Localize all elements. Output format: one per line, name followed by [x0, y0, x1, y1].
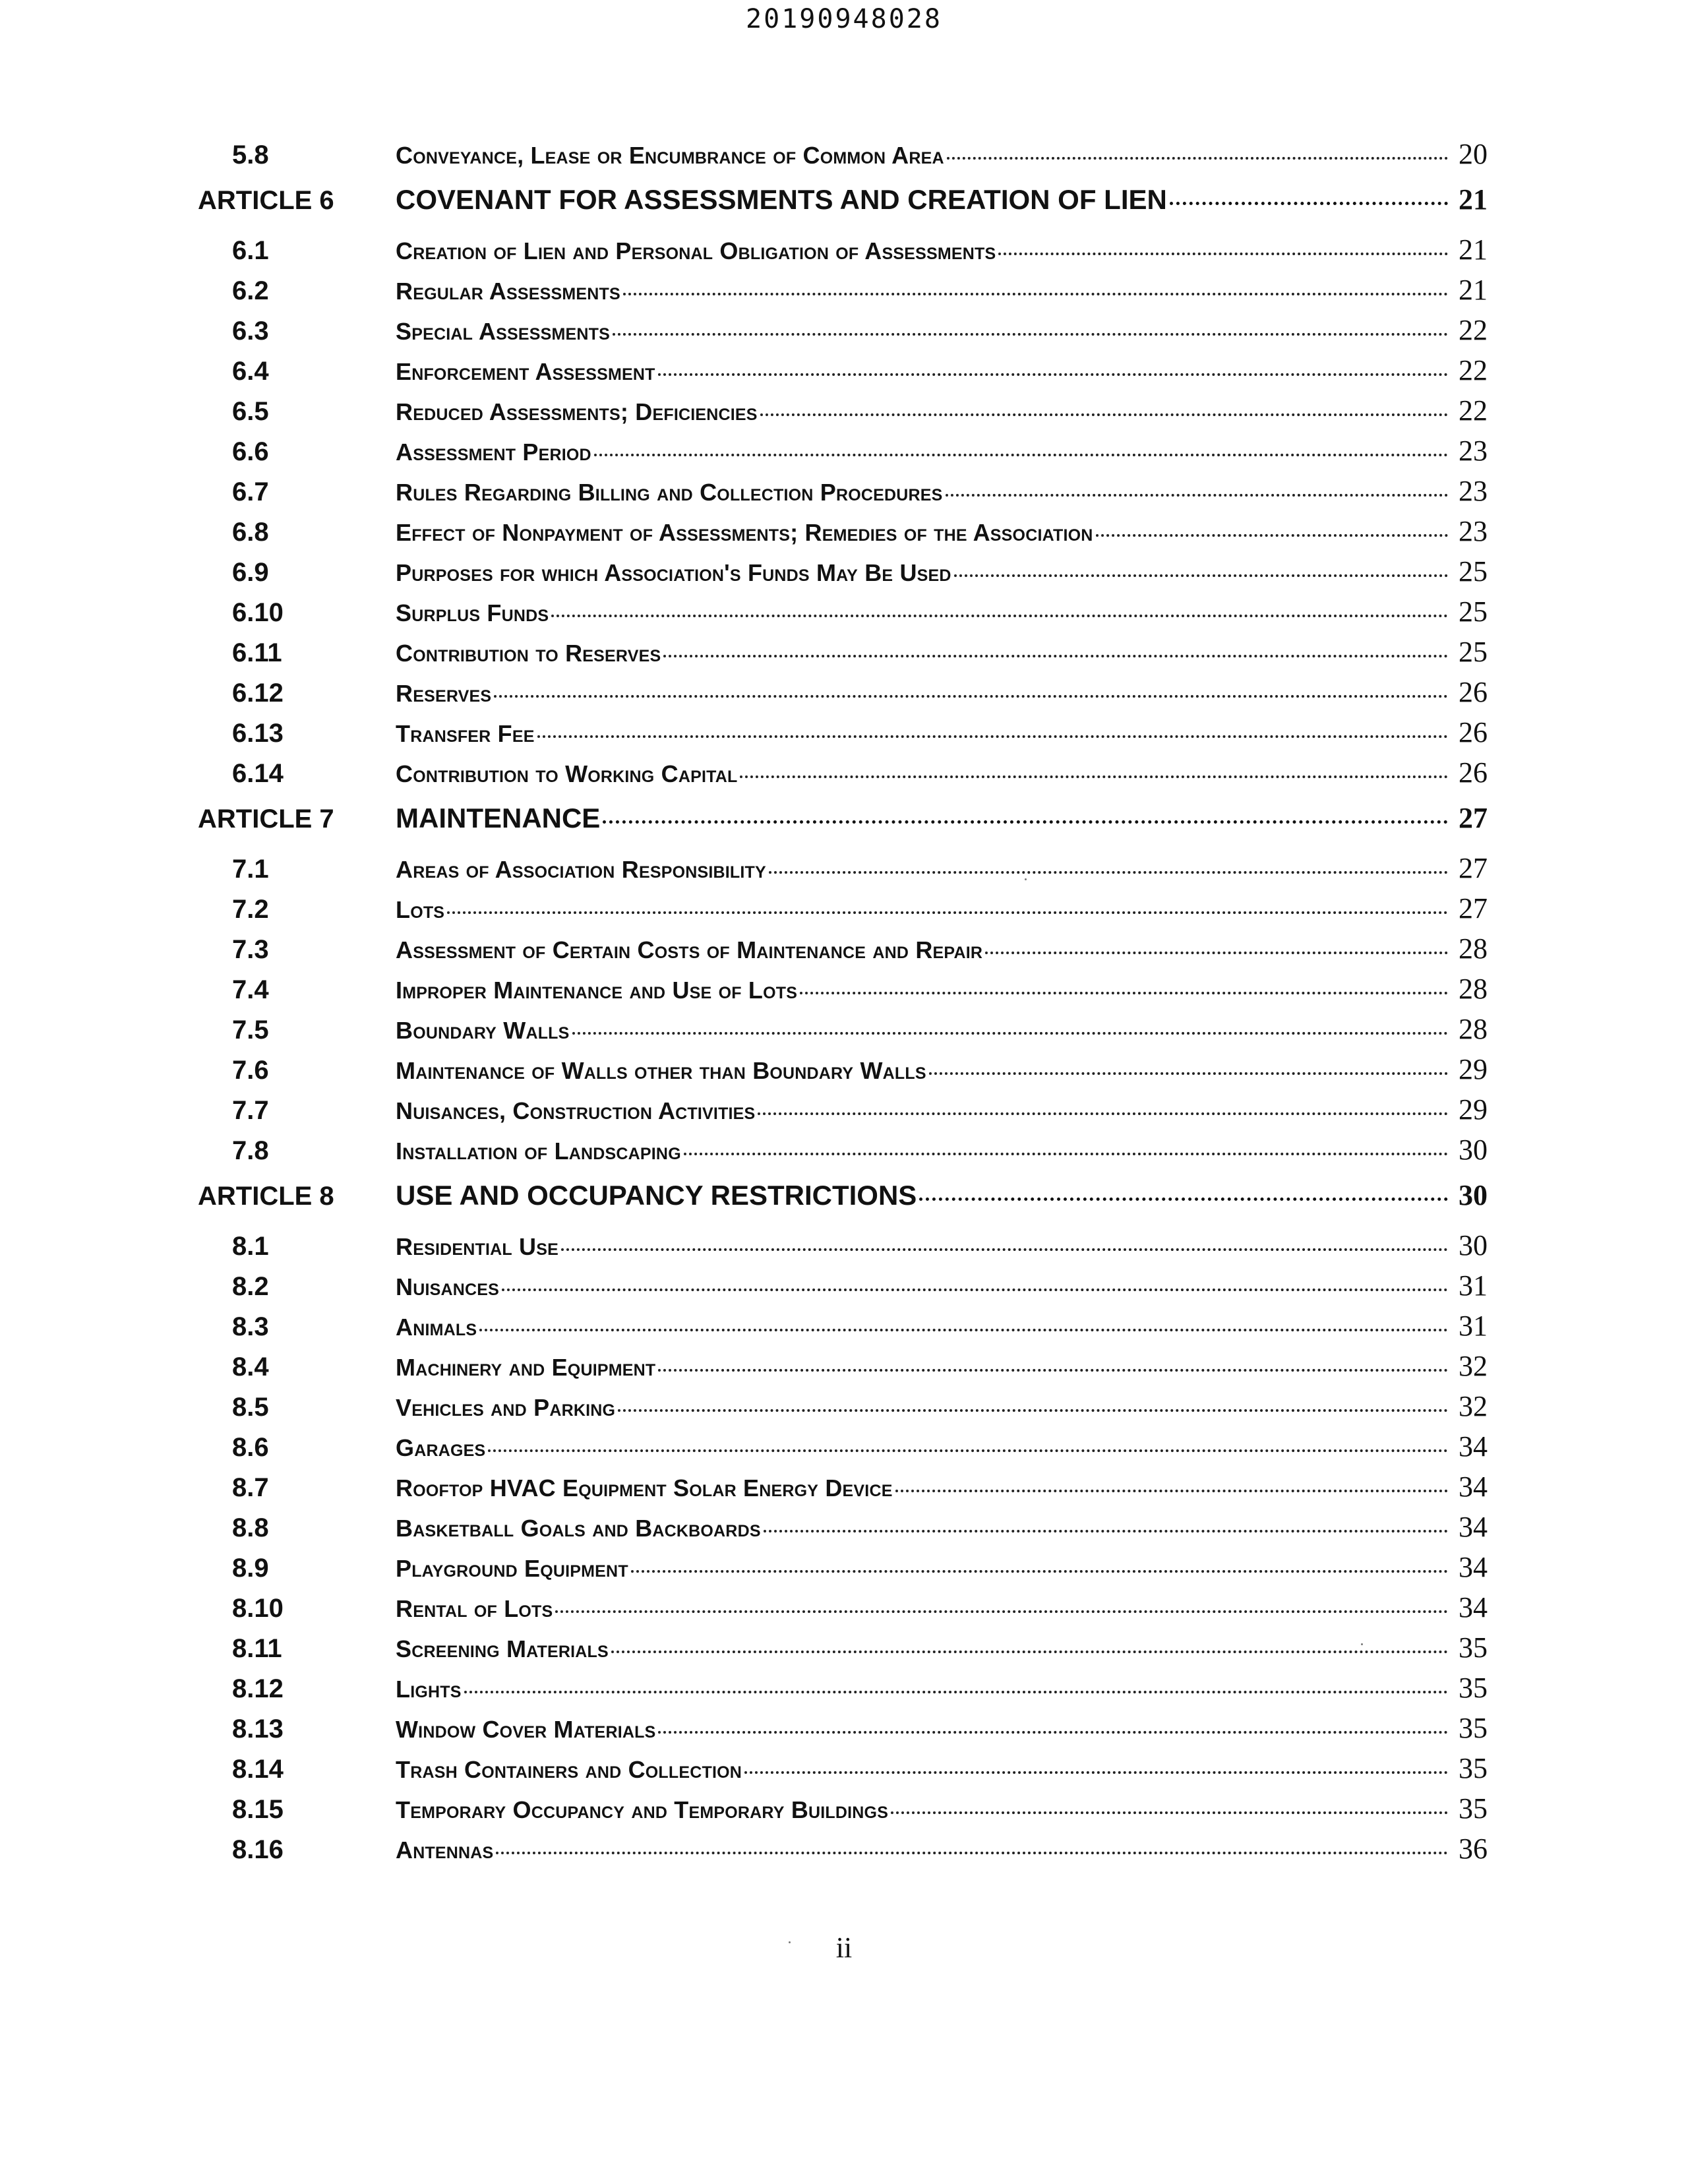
page-reference: 35 — [1459, 1631, 1488, 1664]
article-title: MAINTENANCE — [396, 803, 601, 834]
section-number: 8.3 — [232, 1312, 269, 1341]
section-title: Transfer Fee — [396, 720, 535, 747]
toc-section-row — [198, 675, 1488, 715]
toc-entry — [396, 1591, 1488, 1624]
toc-entry — [396, 1792, 1488, 1825]
article-number: ARTICLE 7 — [198, 804, 334, 834]
section-title: Vehicles and Parking — [396, 1394, 616, 1421]
section-number: 7.5 — [232, 1016, 269, 1045]
toc-section-row — [198, 1269, 1488, 1309]
toc-section-row — [198, 972, 1488, 1012]
dot-leader — [658, 1369, 1448, 1372]
page-reference: 34 — [1459, 1551, 1488, 1583]
section-title: Rental of Lots — [396, 1595, 553, 1622]
page-reference: 26 — [1459, 756, 1488, 789]
toc-entry — [396, 801, 1488, 835]
page-reference: 32 — [1459, 1390, 1488, 1422]
page-reference: 30 — [1459, 1229, 1488, 1261]
section-number: 6.1 — [232, 236, 269, 265]
toc-entry — [396, 635, 1488, 669]
section-number: 8.12 — [232, 1674, 284, 1703]
toc-section-row — [198, 932, 1488, 972]
section-number: 7.7 — [232, 1096, 269, 1125]
toc-entry — [396, 851, 1488, 885]
toc-entry — [396, 595, 1488, 628]
scan-speck — [1025, 878, 1027, 880]
section-title: Assessment of Certain Costs of Maintenance and Repair — [396, 936, 983, 963]
page-reference: 21 — [1459, 233, 1488, 266]
toc-section-row — [198, 1832, 1488, 1872]
toc-entry — [396, 1832, 1488, 1866]
section-title: Installation of Landscaping — [396, 1138, 681, 1165]
page-reference: 27 — [1459, 802, 1488, 834]
section-number: 6.7 — [232, 477, 269, 506]
section-title: Contribution to Working Capital — [396, 760, 738, 787]
scan-speck — [1361, 1643, 1363, 1645]
dot-leader — [684, 1153, 1448, 1155]
toc-section-row — [198, 635, 1488, 675]
toc-entry — [396, 273, 1488, 307]
toc-entry — [396, 474, 1488, 508]
dot-leader — [764, 1530, 1448, 1532]
toc-section-row — [198, 1389, 1488, 1430]
page-reference: 30 — [1459, 1134, 1488, 1166]
page-reference: 32 — [1459, 1350, 1488, 1382]
section-title: Boundary Walls — [396, 1017, 570, 1044]
article-number: ARTICLE 6 — [198, 186, 334, 215]
section-number: 6.2 — [232, 276, 269, 305]
page-reference: 25 — [1459, 595, 1488, 628]
toc-entry — [396, 1550, 1488, 1584]
toc-section-row — [198, 313, 1488, 353]
section-number: 6.12 — [232, 679, 284, 708]
toc-entry — [396, 1430, 1488, 1463]
page-reference: 20 — [1459, 138, 1488, 170]
section-title: Garages — [396, 1434, 486, 1461]
section-title: Nuisances — [396, 1273, 499, 1300]
section-number: 6.3 — [232, 317, 269, 346]
toc-entry — [396, 972, 1488, 1006]
dot-leader — [496, 1852, 1448, 1854]
section-number: 6.11 — [232, 638, 282, 667]
toc-entry — [396, 1269, 1488, 1302]
toc-entry — [396, 353, 1488, 387]
section-title: Special Assessments — [396, 318, 611, 345]
section-title: Screening Materials — [396, 1635, 609, 1662]
section-number: 7.4 — [232, 975, 269, 1004]
section-number: 8.15 — [232, 1795, 284, 1824]
toc-section-row — [198, 851, 1488, 892]
page-reference: 26 — [1459, 676, 1488, 708]
dot-leader — [611, 1651, 1448, 1653]
section-number: 6.5 — [232, 397, 269, 426]
dot-leader — [603, 820, 1448, 824]
toc-entry — [396, 675, 1488, 709]
section-number: 8.9 — [232, 1554, 269, 1583]
dot-leader — [919, 1198, 1448, 1201]
toc-entry — [396, 394, 1488, 427]
section-number: 8.14 — [232, 1755, 284, 1784]
section-number: 7.6 — [232, 1056, 269, 1085]
toc-entry — [396, 514, 1488, 548]
section-title: Conveyance, Lease or Encumbrance of Common Area — [396, 142, 944, 169]
toc-entry — [396, 1052, 1488, 1086]
toc-entry — [396, 1178, 1488, 1212]
section-number: 8.1 — [232, 1232, 269, 1261]
toc-entry — [396, 1133, 1488, 1167]
dot-leader — [551, 615, 1448, 617]
page-reference: 36 — [1459, 1833, 1488, 1865]
section-number: 8.13 — [232, 1714, 284, 1744]
article-number: ARTICLE 8 — [198, 1182, 334, 1211]
toc-entry — [396, 1228, 1488, 1262]
page-reference: 22 — [1459, 354, 1488, 386]
section-title: Maintenance of Walls other than Boundary Walls — [396, 1057, 926, 1084]
toc-section-row — [198, 1751, 1488, 1792]
page-reference: 34 — [1459, 1591, 1488, 1623]
toc-section-row — [198, 1012, 1488, 1052]
dot-leader — [658, 1731, 1448, 1734]
toc-article-row — [198, 1178, 1488, 1221]
dot-leader — [502, 1289, 1448, 1291]
dot-leader — [1170, 202, 1448, 205]
section-title: Nuisances, Construction Activities — [396, 1097, 756, 1124]
section-number: 8.5 — [232, 1393, 269, 1422]
page-reference: 35 — [1459, 1712, 1488, 1744]
toc-entry — [396, 1711, 1488, 1745]
toc-entry — [396, 1470, 1488, 1503]
page-reference: 22 — [1459, 314, 1488, 346]
toc-section-row — [198, 1093, 1488, 1133]
section-title: Purposes for which Association's Funds May Be Used — [396, 559, 951, 586]
toc-section-row — [198, 514, 1488, 555]
section-title: Reduced Assessments; Deficiencies — [396, 398, 758, 425]
dot-leader — [537, 735, 1448, 738]
section-number: 7.2 — [232, 895, 269, 924]
toc-section-row — [198, 1052, 1488, 1093]
toc-section-row — [198, 1228, 1488, 1269]
section-number: 6.9 — [232, 558, 269, 587]
section-number: 6.8 — [232, 518, 269, 547]
toc-section-row — [198, 1792, 1488, 1832]
dot-leader — [572, 1032, 1448, 1035]
toc-section-row — [198, 1550, 1488, 1591]
toc-entry — [396, 932, 1488, 965]
section-number: 8.4 — [232, 1352, 269, 1381]
dot-leader — [488, 1449, 1448, 1452]
page-reference: 34 — [1459, 1430, 1488, 1463]
section-title: Residential Use — [396, 1233, 558, 1260]
toc-entry — [396, 137, 1488, 171]
toc-entry — [396, 1093, 1488, 1126]
section-title: Surplus Funds — [396, 599, 549, 626]
toc-article-row — [198, 801, 1488, 843]
toc-section-row — [198, 1133, 1488, 1173]
toc-entry — [396, 233, 1488, 266]
page-reference: 31 — [1459, 1310, 1488, 1342]
toc-section-row — [198, 756, 1488, 796]
section-title: Effect of Nonpayment of Assessments; Remedies of the Association — [396, 519, 1093, 546]
toc-section-row — [198, 1671, 1488, 1711]
dot-leader — [998, 253, 1448, 255]
section-number: 7.3 — [232, 935, 269, 964]
page-reference: 28 — [1459, 973, 1488, 1005]
section-title: Improper Maintenance and Use of Lots — [396, 977, 798, 1004]
section-title: Lights — [396, 1676, 462, 1703]
page-reference: 25 — [1459, 555, 1488, 588]
toc-section-row — [198, 1430, 1488, 1470]
section-number: 8.6 — [232, 1433, 269, 1462]
toc-section-row — [198, 1309, 1488, 1349]
article-title: COVENANT FOR ASSESSMENTS AND CREATION OF LIEN — [396, 184, 1167, 215]
toc-section-row — [198, 273, 1488, 313]
section-title: Antennas — [396, 1836, 494, 1864]
toc-entry — [396, 555, 1488, 588]
section-title: Machinery and Equipment — [396, 1354, 656, 1381]
section-title: Areas of Association Responsibility — [396, 856, 766, 883]
section-number: 7.1 — [232, 855, 269, 884]
page-reference: 31 — [1459, 1269, 1488, 1302]
table-of-contents — [198, 137, 1488, 1872]
toc-entry — [396, 1389, 1488, 1423]
section-number: 8.11 — [232, 1634, 282, 1663]
dot-leader — [561, 1248, 1448, 1251]
page-reference: 30 — [1459, 1179, 1488, 1211]
dot-leader — [760, 413, 1448, 416]
toc-section-row — [198, 892, 1488, 932]
section-title: Regular Assessments — [396, 278, 620, 305]
dot-leader — [985, 952, 1448, 954]
section-number: 8.7 — [232, 1473, 269, 1502]
toc-entry — [396, 1510, 1488, 1544]
dot-leader — [623, 293, 1448, 295]
dot-leader — [658, 373, 1448, 376]
toc-entry — [396, 1631, 1488, 1664]
toc-section-row — [198, 233, 1488, 273]
page-reference: 35 — [1459, 1672, 1488, 1704]
page-reference: 23 — [1459, 475, 1488, 507]
article-title: USE AND OCCUPANCY RESTRICTIONS — [396, 1180, 917, 1211]
dot-leader — [758, 1112, 1448, 1115]
toc-entry — [396, 892, 1488, 925]
dot-leader — [954, 574, 1448, 577]
page-reference: 27 — [1459, 852, 1488, 884]
dot-leader — [800, 992, 1448, 994]
toc-entry — [396, 313, 1488, 347]
section-number: 6.4 — [232, 357, 269, 386]
page-reference: 35 — [1459, 1752, 1488, 1784]
section-number: 6.14 — [232, 759, 284, 788]
toc-section-row — [198, 1711, 1488, 1751]
toc-section-row — [198, 1631, 1488, 1671]
toc-entry — [396, 1012, 1488, 1046]
section-title: Basketball Goals and Backboards — [396, 1515, 761, 1542]
section-title: Animals — [396, 1314, 477, 1341]
toc-section-row — [198, 1510, 1488, 1550]
page-reference: 27 — [1459, 892, 1488, 925]
dot-leader — [447, 911, 1448, 914]
dot-leader — [663, 655, 1448, 657]
section-title: Rules Regarding Billing and Collection Procedures — [396, 479, 943, 506]
section-title: Trash Containers and Collection — [396, 1756, 742, 1783]
dot-leader — [594, 454, 1448, 456]
page-reference: 23 — [1459, 515, 1488, 547]
toc-section-row — [198, 353, 1488, 394]
page-reference: 23 — [1459, 435, 1488, 467]
dot-leader — [947, 157, 1448, 160]
section-number: 8.16 — [232, 1835, 284, 1864]
dot-leader — [479, 1329, 1448, 1331]
dot-leader — [769, 871, 1448, 874]
section-number: 8.2 — [232, 1272, 269, 1301]
page-reference: 35 — [1459, 1792, 1488, 1825]
toc-entry — [396, 1349, 1488, 1383]
page-reference: 29 — [1459, 1053, 1488, 1085]
page-reference: 28 — [1459, 932, 1488, 965]
section-number: 7.8 — [232, 1136, 269, 1165]
section-number: 6.13 — [232, 719, 284, 748]
section-title: Temporary Occupancy and Temporary Buildings — [396, 1796, 889, 1823]
dot-leader — [891, 1811, 1448, 1814]
dot-leader — [740, 775, 1448, 778]
toc-section-row — [198, 555, 1488, 595]
toc-section-row — [198, 434, 1488, 474]
dot-leader — [744, 1771, 1448, 1774]
page-reference: 22 — [1459, 394, 1488, 427]
dot-leader — [1096, 534, 1448, 537]
toc-section-row — [198, 1591, 1488, 1631]
section-number: 5.8 — [232, 140, 269, 169]
page-number-footer: ii — [835, 1931, 853, 1964]
dot-leader — [555, 1610, 1448, 1613]
toc-entry — [396, 1671, 1488, 1705]
dot-leader — [464, 1691, 1448, 1693]
section-title: Rooftop HVAC Equipment Solar Energy Device — [396, 1474, 893, 1502]
section-title: Lots — [396, 896, 445, 923]
toc-entry — [396, 756, 1488, 789]
dot-leader — [895, 1490, 1448, 1492]
toc-article-row — [198, 183, 1488, 225]
toc-section-row — [198, 137, 1488, 177]
toc-section-row — [198, 394, 1488, 434]
section-title: Assessment Period — [396, 439, 591, 466]
toc-entry — [396, 1309, 1488, 1343]
dot-leader — [946, 494, 1449, 497]
dot-leader — [494, 695, 1448, 698]
toc-entry — [396, 715, 1488, 749]
section-title: Enforcement Assessment — [396, 358, 655, 385]
section-title: Contribution to Reserves — [396, 640, 661, 667]
dot-leader — [613, 333, 1448, 336]
section-title: Window Cover Materials — [396, 1716, 656, 1743]
dot-leader — [618, 1409, 1448, 1412]
section-title: Playground Equipment — [396, 1555, 628, 1582]
page-reference: 26 — [1459, 716, 1488, 748]
dot-leader — [929, 1072, 1448, 1075]
toc-section-row — [198, 595, 1488, 635]
toc-section-row — [198, 474, 1488, 514]
toc-entry — [396, 434, 1488, 468]
section-number: 6.10 — [232, 598, 284, 627]
section-title: Creation of Lien and Personal Obligation of Assessments — [396, 237, 996, 264]
section-number: 6.6 — [232, 437, 269, 466]
toc-entry — [396, 1751, 1488, 1785]
page-reference: 25 — [1459, 636, 1488, 668]
page-reference: 34 — [1459, 1471, 1488, 1503]
section-title: Reserves — [396, 680, 492, 707]
page-reference: 28 — [1459, 1013, 1488, 1045]
page-reference: 21 — [1459, 274, 1488, 306]
toc-section-row — [198, 1470, 1488, 1510]
document-number: 20190948028 — [746, 4, 942, 34]
page-reference: 21 — [1459, 183, 1488, 216]
page-reference: 29 — [1459, 1093, 1488, 1126]
section-number: 8.8 — [232, 1513, 269, 1542]
page-reference: 34 — [1459, 1511, 1488, 1543]
section-number: 8.10 — [232, 1594, 284, 1623]
toc-entry — [396, 183, 1488, 216]
toc-section-row — [198, 1349, 1488, 1389]
dot-leader — [631, 1570, 1448, 1573]
toc-section-row — [198, 715, 1488, 756]
